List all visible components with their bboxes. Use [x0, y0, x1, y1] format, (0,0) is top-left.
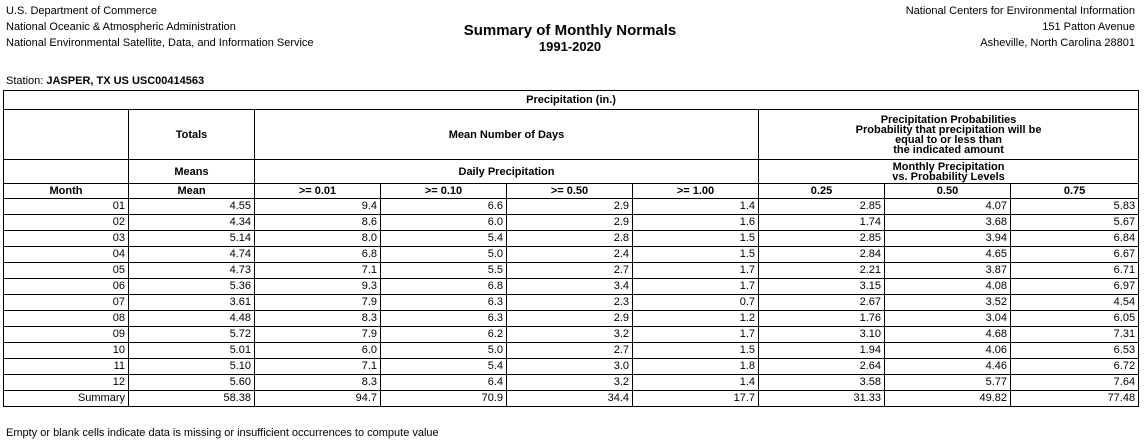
prob-025-cell: 2.85: [759, 231, 885, 247]
summary-row: [4, 391, 1139, 407]
days-100-cell: 1.4: [633, 375, 759, 391]
days-010-cell: 5.0: [381, 247, 507, 263]
days-010-cell: 6.0: [381, 215, 507, 231]
prob-050-cell: 3.94: [885, 231, 1011, 247]
prob-050-cell: 4.68: [885, 327, 1011, 343]
monthly-probability-line: Monthly Precipitation: [892, 160, 1005, 173]
mean-cell: 58.38: [129, 391, 255, 407]
days-010-cell: 6.2: [381, 327, 507, 343]
days-100-cell: 1.5: [633, 231, 759, 247]
address-line: Asheville, North Carolina 28801: [980, 37, 1135, 49]
table-row: [4, 375, 1139, 391]
prob-075-cell: 5.83: [1011, 199, 1139, 215]
days-010-cell: 6.6: [381, 199, 507, 215]
prob-050-cell: 4.07: [885, 199, 1011, 215]
table-row: [4, 311, 1139, 327]
days-001-cell: 9.3: [255, 279, 381, 295]
footnote: Empty or blank cells indicate data is missing or insufficient occurrences to compute value: [6, 427, 439, 439]
mean-cell: 4.34: [129, 215, 255, 231]
days-001-cell: 7.1: [255, 263, 381, 279]
month-cell: 04: [4, 247, 129, 263]
prob-025-cell: 1.74: [759, 215, 885, 231]
prob-050-cell: 3.87: [885, 263, 1011, 279]
prob-025-cell: 31.33: [759, 391, 885, 407]
prob-025-cell: 3.58: [759, 375, 885, 391]
column-header-days-100: >= 1.00: [633, 184, 759, 199]
mean-cell: 5.14: [129, 231, 255, 247]
days-100-cell: 1.7: [633, 263, 759, 279]
mean-cell: 3.61: [129, 295, 255, 311]
days-010-cell: 6.3: [381, 295, 507, 311]
mean-cell: 5.72: [129, 327, 255, 343]
probabilities-header: [759, 110, 1139, 160]
monthly-probability-header: [759, 160, 1139, 184]
prob-025-cell: 2.64: [759, 359, 885, 375]
month-cell: 09: [4, 327, 129, 343]
month-cell: 06: [4, 279, 129, 295]
report-title: Summary of Monthly Normals: [463, 22, 677, 39]
column-header-days-001: >= 0.01: [255, 184, 381, 199]
probabilities-title-line: equal to or less than: [895, 133, 1003, 146]
days-010-cell: 6.4: [381, 375, 507, 391]
prob-075-cell: 7.31: [1011, 327, 1139, 343]
days-050-cell: 2.9: [507, 311, 633, 327]
table-row: [4, 263, 1139, 279]
prob-025-cell: 2.67: [759, 295, 885, 311]
prob-050-cell: 4.06: [885, 343, 1011, 359]
days-001-cell: 8.3: [255, 375, 381, 391]
totals-header: Totals: [129, 110, 255, 160]
days-010-cell: 5.4: [381, 359, 507, 375]
month-cell: 12: [4, 375, 129, 391]
table-row: [4, 199, 1139, 215]
station-line: [6, 75, 204, 87]
days-050-cell: 2.8: [507, 231, 633, 247]
days-001-cell: 7.9: [255, 295, 381, 311]
prob-075-cell: 6.05: [1011, 311, 1139, 327]
days-100-cell: 0.7: [633, 295, 759, 311]
days-050-cell: 2.4: [507, 247, 633, 263]
means-header: Means: [129, 160, 255, 184]
month-cell: 05: [4, 263, 129, 279]
table-row: [4, 279, 1139, 295]
prob-050-cell: 4.08: [885, 279, 1011, 295]
column-header-mean: Mean: [129, 184, 255, 199]
mean-cell: 4.48: [129, 311, 255, 327]
days-100-cell: 1.2: [633, 311, 759, 327]
days-001-cell: 7.9: [255, 327, 381, 343]
days-100-cell: 1.8: [633, 359, 759, 375]
days-010-cell: 6.8: [381, 279, 507, 295]
table-row: [4, 295, 1139, 311]
prob-050-cell: 4.65: [885, 247, 1011, 263]
prob-025-cell: 2.85: [759, 199, 885, 215]
mean-cell: 5.10: [129, 359, 255, 375]
precipitation-normals-table: [3, 90, 1139, 407]
prob-050-cell: 3.04: [885, 311, 1011, 327]
days-100-cell: 1.6: [633, 215, 759, 231]
prob-025-cell: 2.21: [759, 263, 885, 279]
prob-025-cell: 3.10: [759, 327, 885, 343]
prob-075-cell: 6.84: [1011, 231, 1139, 247]
address-line: 151 Patton Avenue: [1042, 21, 1135, 33]
mean-days-header: Mean Number of Days: [255, 110, 759, 160]
table-row: [4, 343, 1139, 359]
days-100-cell: 1.5: [633, 247, 759, 263]
days-100-cell: 17.7: [633, 391, 759, 407]
station-name: JASPER, TX US USC00414563: [46, 75, 205, 87]
days-050-cell: 3.4: [507, 279, 633, 295]
mean-cell: 5.01: [129, 343, 255, 359]
column-header-prob-025: 0.25: [759, 184, 885, 199]
agency-line: National Oceanic & Atmospheric Administration: [6, 21, 236, 33]
column-header-days-050: >= 0.50: [507, 184, 633, 199]
month-cell: 11: [4, 359, 129, 375]
prob-050-cell: 3.52: [885, 295, 1011, 311]
agency-line: National Environmental Satellite, Data, and Information Service: [6, 37, 314, 49]
precipitation-group-header: Precipitation (in.): [4, 91, 1139, 110]
column-header-prob-050: 0.50: [885, 184, 1011, 199]
monthly-probability-line: vs. Probability Levels: [892, 170, 1005, 183]
address-line: National Centers for Environmental Information: [905, 5, 1135, 17]
prob-075-cell: 77.48: [1011, 391, 1139, 407]
table-row: [4, 359, 1139, 375]
days-010-cell: 6.3: [381, 311, 507, 327]
mean-cell: 5.36: [129, 279, 255, 295]
prob-075-cell: 7.64: [1011, 375, 1139, 391]
days-001-cell: 7.1: [255, 359, 381, 375]
prob-075-cell: 6.53: [1011, 343, 1139, 359]
address-block: [906, 3, 1135, 51]
days-010-cell: 70.9: [381, 391, 507, 407]
days-100-cell: 1.7: [633, 279, 759, 295]
days-001-cell: 8.6: [255, 215, 381, 231]
days-050-cell: 3.2: [507, 327, 633, 343]
daily-precipitation-header: Daily Precipitation: [255, 160, 759, 184]
days-050-cell: 34.4: [507, 391, 633, 407]
probabilities-title-line: Precipitation Probabilities: [880, 113, 1017, 126]
month-cell: 10: [4, 343, 129, 359]
column-header-prob-075: 0.75: [1011, 184, 1139, 199]
normals-table-body: [4, 199, 1139, 407]
agency-line: U.S. Department of Commerce: [6, 5, 157, 17]
table-row: [4, 247, 1139, 263]
days-100-cell: 1.5: [633, 343, 759, 359]
probabilities-title-line: Probability that precipitation will be: [855, 123, 1042, 136]
days-050-cell: 2.9: [507, 215, 633, 231]
prob-075-cell: 6.72: [1011, 359, 1139, 375]
days-050-cell: 2.7: [507, 343, 633, 359]
days-010-cell: 5.4: [381, 231, 507, 247]
prob-075-cell: 4.54: [1011, 295, 1139, 311]
table-row: [4, 327, 1139, 343]
month-cell: 07: [4, 295, 129, 311]
prob-025-cell: 1.76: [759, 311, 885, 327]
days-010-cell: 5.0: [381, 343, 507, 359]
prob-075-cell: 6.67: [1011, 247, 1139, 263]
month-cell: 01: [4, 199, 129, 215]
prob-075-cell: 5.67: [1011, 215, 1139, 231]
mean-cell: 4.74: [129, 247, 255, 263]
days-010-cell: 5.5: [381, 263, 507, 279]
table-row: [4, 231, 1139, 247]
prob-075-cell: 6.97: [1011, 279, 1139, 295]
days-050-cell: 3.2: [507, 375, 633, 391]
days-050-cell: 3.0: [507, 359, 633, 375]
prob-025-cell: 2.84: [759, 247, 885, 263]
prob-050-cell: 49.82: [885, 391, 1011, 407]
month-cell: 03: [4, 231, 129, 247]
prob-075-cell: 6.71: [1011, 263, 1139, 279]
days-050-cell: 2.3: [507, 295, 633, 311]
days-001-cell: 8.0: [255, 231, 381, 247]
prob-050-cell: 3.68: [885, 215, 1011, 231]
month-cell: 08: [4, 311, 129, 327]
days-100-cell: 1.4: [633, 199, 759, 215]
mean-cell: 4.55: [129, 199, 255, 215]
report-period: 1991-2020: [538, 39, 602, 54]
days-001-cell: 6.8: [255, 247, 381, 263]
prob-025-cell: 3.15: [759, 279, 885, 295]
days-001-cell: 6.0: [255, 343, 381, 359]
month-cell: Summary: [4, 391, 129, 407]
days-050-cell: 2.7: [507, 263, 633, 279]
table-row: [4, 215, 1139, 231]
probabilities-title-line: the indicated amount: [893, 143, 1004, 156]
blank-header-cell: [4, 110, 129, 160]
mean-cell: 4.73: [129, 263, 255, 279]
days-100-cell: 1.7: [633, 327, 759, 343]
station-label: Station:: [6, 75, 44, 87]
days-001-cell: 8.3: [255, 311, 381, 327]
days-001-cell: 94.7: [255, 391, 381, 407]
days-050-cell: 2.9: [507, 199, 633, 215]
prob-025-cell: 1.94: [759, 343, 885, 359]
column-header-days-010: >= 0.10: [381, 184, 507, 199]
prob-050-cell: 4.46: [885, 359, 1011, 375]
prob-050-cell: 5.77: [885, 375, 1011, 391]
month-cell: 02: [4, 215, 129, 231]
days-001-cell: 9.4: [255, 199, 381, 215]
mean-cell: 5.60: [129, 375, 255, 391]
column-header-month: Month: [4, 184, 129, 199]
blank-header-cell: [4, 160, 129, 184]
